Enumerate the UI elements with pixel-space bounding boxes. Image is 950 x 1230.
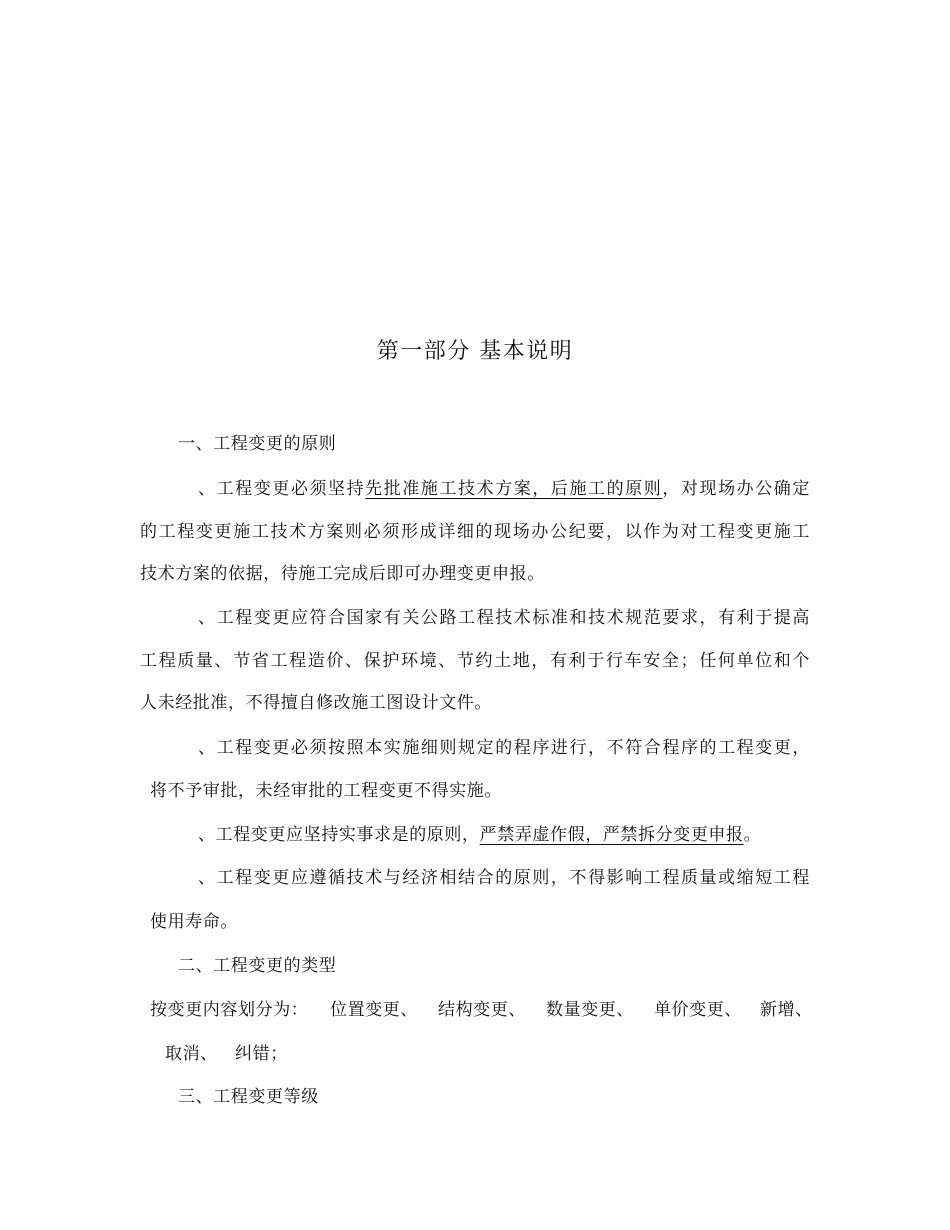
para1-line1-tail: ，对现场办公确定 <box>662 479 810 499</box>
para3-line2: 将不予审批，未经审批的工程变更不得实施。 <box>150 781 502 801</box>
para1-line1-text: 、工程变更必须坚持 <box>198 479 366 499</box>
section-heading-principles: 一、工程变更的原则 <box>178 434 337 454</box>
para2-line3: 人未经批准，不得擅自修改施工图设计文件。 <box>140 693 492 713</box>
type-item-correction: 纠错； <box>235 1044 288 1064</box>
types-lead: 按变更内容划分为： <box>150 1000 309 1020</box>
type-item-structure: 结构变更、 <box>438 1000 526 1020</box>
para1-line3: 技术方案的依据，待施工完成后即可办理变更申报。 <box>140 564 545 584</box>
para1-underlined-text: 先批准施工技术方案，后施工的原则 <box>365 479 663 499</box>
type-item-unit-price: 单价变更、 <box>654 1000 742 1020</box>
para2-line2: 工程质量、节省工程造价、保护环境、节约土地，有利于行车安全；任何单位和个 <box>140 651 810 671</box>
section-heading-types: 二、工程变更的类型 <box>178 956 337 976</box>
para4-underlined-text: 严禁弄虚作假，严禁拆分变更申报 <box>479 825 744 845</box>
para3-line1: 、工程变更必须按照本实施细则规定的程序进行，不符合程序的工程变更， <box>198 738 810 758</box>
para4-line1-text: 、工程变更应坚持实事求是的原则， <box>198 825 480 845</box>
type-item-new: 新增、 <box>760 1000 813 1020</box>
para4-line1 <box>198 824 761 846</box>
type-item-quantity: 数量变更、 <box>546 1000 634 1020</box>
para5-line1: 、工程变更应遵循技术与经济相结合的原则，不得影响工程质量或缩短工程 <box>198 868 810 888</box>
para1-line1 <box>198 478 810 500</box>
type-item-cancel: 取消、 <box>165 1044 218 1064</box>
type-item-position: 位置变更、 <box>330 1000 418 1020</box>
page-title: 第一部分 基本说明 <box>376 339 574 364</box>
section-heading-levels: 三、工程变更等级 <box>178 1087 319 1107</box>
para2-line1: 、工程变更应符合国家有关公路工程技术标准和技术规范要求，有利于提高 <box>198 608 810 628</box>
para4-line1-tail: 。 <box>743 825 762 845</box>
para5-line2: 使用寿命。 <box>150 912 238 932</box>
para1-line2: 的工程变更施工技术方案则必须形成详细的现场办公纪要，以作为对工程变更施工 <box>140 522 810 542</box>
